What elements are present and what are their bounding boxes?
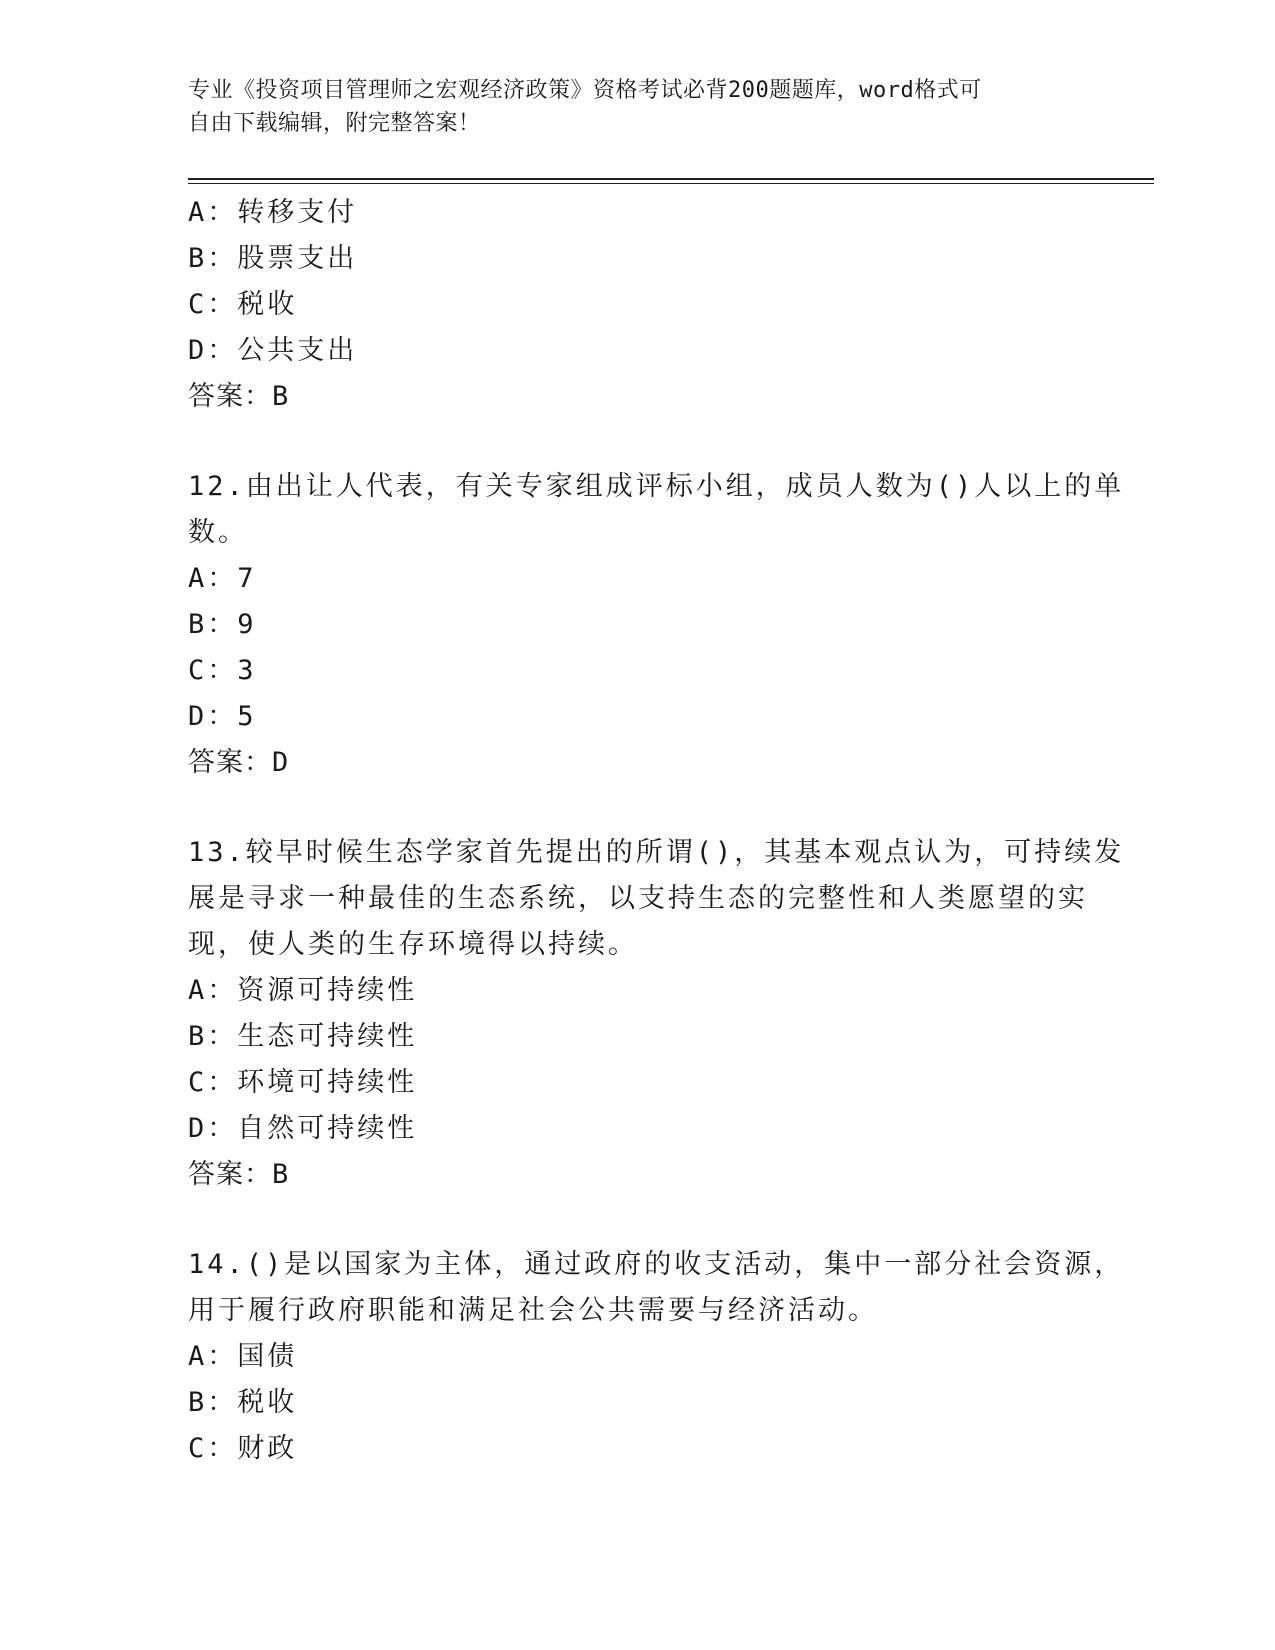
option-b: B：生态可持续性: [188, 1021, 418, 1052]
option-c: C：税收: [188, 289, 298, 320]
question-14: [188, 1242, 1125, 1472]
option-d: D：自然可持续性: [188, 1113, 418, 1144]
document-header: [188, 74, 1088, 140]
question-text-line-3: 现，使人类的生存环境得以持续。: [188, 929, 638, 960]
question-12: [188, 464, 1125, 786]
question-text-line-2: 展是寻求一种最佳的生态系统，以支持生态的完整性和人类愿望的实: [188, 883, 1088, 914]
option-d: D：公共支出: [188, 335, 358, 366]
question-11: [188, 190, 1088, 420]
question-text-line-1: 14.()是以国家为主体，通过政府的收支活动，集中一部分社会资源，: [188, 1249, 1125, 1280]
option-b: B：9: [188, 609, 257, 640]
question-text-line-2: 数。: [188, 517, 248, 548]
spacer: [188, 420, 1088, 464]
option-a: A：7: [188, 563, 257, 594]
option-c: C：财政: [188, 1433, 298, 1464]
header-line-1: 专业《投资项目管理师之宏观经济政策》资格考试必背200题题库，word格式可: [188, 78, 982, 103]
option-c: C：环境可持续性: [188, 1067, 418, 1098]
option-a: A：国债: [188, 1341, 298, 1372]
answer-line: 答案：B: [188, 1159, 290, 1190]
option-c: C：3: [188, 655, 257, 686]
answer-line: 答案：B: [188, 381, 290, 412]
spacer: [188, 1198, 1088, 1242]
answer-line: 答案：D: [188, 747, 290, 778]
spacer: [188, 786, 1088, 830]
header-line-2: 自由下载编辑，附完整答案！: [188, 111, 481, 136]
option-a: A：资源可持续性: [188, 975, 418, 1006]
option-b: B：税收: [188, 1387, 298, 1418]
question-text-line-2: 用于履行政府职能和满足社会公共需要与经济活动。: [188, 1295, 878, 1326]
question-13: [188, 830, 1125, 1198]
question-text-line-1: 12.由出让人代表，有关专家组成评标小组，成员人数为()人以上的单: [188, 471, 1125, 502]
question-text-line-1: 13.较早时候生态学家首先提出的所谓()，其基本观点认为，可持续发: [188, 837, 1125, 868]
question-list: [188, 190, 1125, 1472]
option-d: D：5: [188, 701, 257, 732]
header-rule-thin: [188, 183, 1154, 184]
option-b: B：股票支出: [188, 243, 358, 274]
header-rule-thick: [188, 178, 1154, 180]
option-a: A：转移支付: [188, 197, 358, 228]
